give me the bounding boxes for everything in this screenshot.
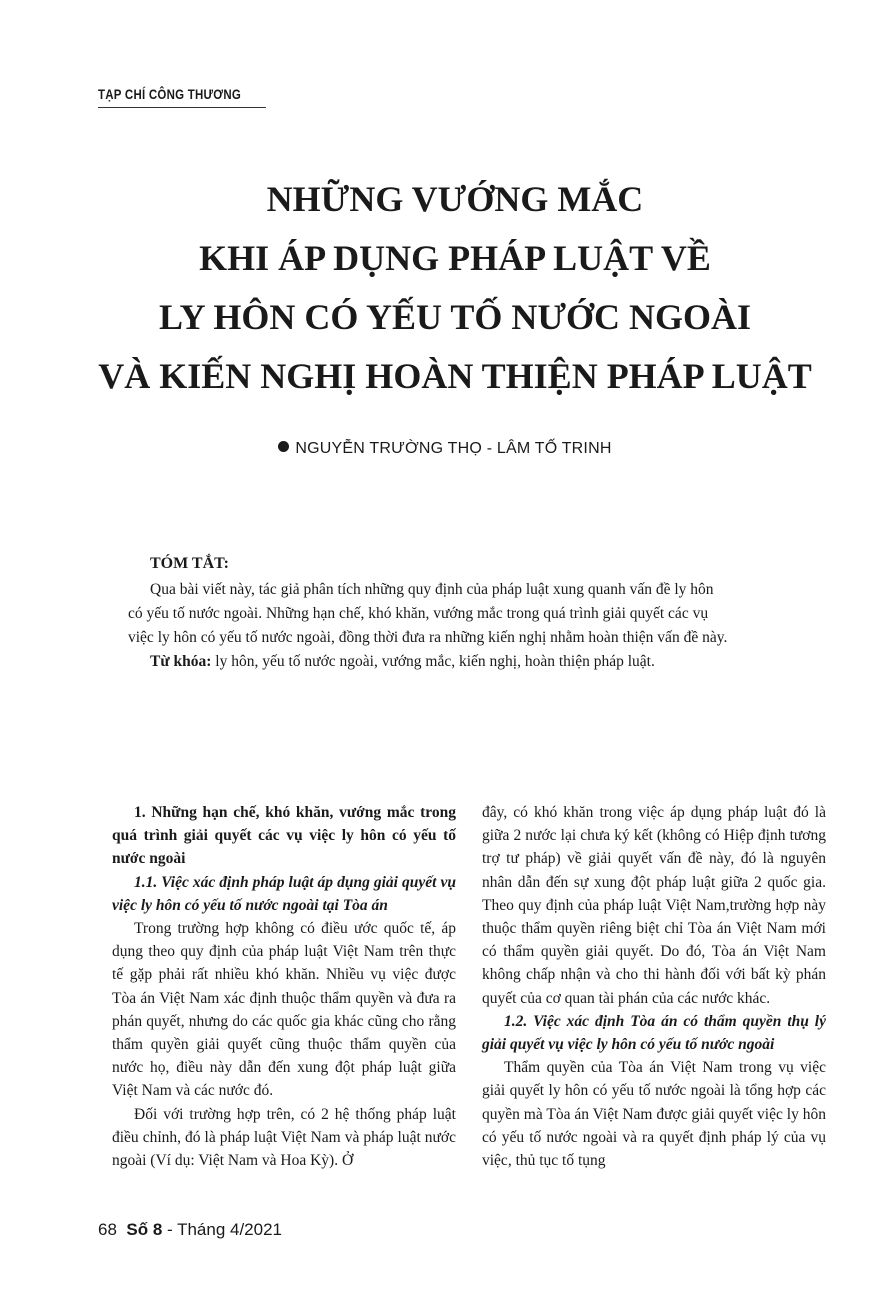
- paragraph: Thẩm quyền của Tòa án Việt Nam trong vụ việc giải quyết ly hôn có yếu tố nước ngoài là tổng hợp các quyền mà Tòa án Việt Nam được giải quyết việc ly hôn có yếu tố nước ngoài và ra quyết định pháp lý của vụ việc, thủ tục tố tụng: [482, 1059, 826, 1170]
- abstract-line: việc ly hôn có yếu tố nước ngoài, đồng thời đưa ra những kiến nghị nhằm hoàn thiện vấn đề này.: [128, 629, 728, 646]
- paragraph: Trong trường hợp không có điều ước quốc tế, áp dụng theo quy định của pháp luật Việt Nam trên thực tế gặp phải rất nhiều khó khăn. Nhiều vụ việc được Tòa án Việt Nam xác định thuộc thẩm quyền và đưa ra phán quyết, nhưng do các quốc gia khác cũng cho rằng thẩm quyền giải quyết cũng thuộc thẩm quyền của nước họ, điều này dẫn đến xung đột pháp luật giữa Việt Nam và các nước đó.: [112, 920, 456, 1100]
- title-line: VÀ KIẾN NGHỊ HOÀN THIỆN PHÁP LUẬT: [98, 356, 812, 396]
- paragraph: đây, có khó khăn trong việc áp dụng pháp luật đó là giữa 2 nước lại chưa ký kết (không có Hiệp định tương trợ tư pháp) về giải quyết vấn đề này, đó là nguyên nhân dẫn đến sự xung đột pháp luật giữa 2 quốc gia. Theo quy định của pháp luật Việt Nam,trường hợp này thuộc thẩm quyền riêng biệt chỉ Tòa án Việt Nam mới có thẩm quyền giải quyết. Do đó, Tòa án Việt Nam không chấp nhận và cho thi hành đối với bất kỳ phán quyết của cơ quan tài phán của các nước khác.: [482, 804, 826, 1007]
- abstract: [128, 552, 828, 674]
- issue-number: Số 8: [126, 1220, 163, 1239]
- section-heading: 1. Những hạn chế, khó khăn, vướng mắc trong quá trình giải quyết các vụ việc ly hôn có yếu tố nước ngoài: [112, 804, 456, 868]
- keywords: ly hôn, yếu tố nước ngoài, vướng mắc, kiến nghị, hoàn thiện pháp luật.: [211, 653, 655, 670]
- issue-date: - Tháng 4/2021: [162, 1220, 283, 1239]
- article-title: [60, 170, 850, 406]
- authors-line: [0, 440, 890, 458]
- title-line: NHỮNG VƯỚNG MẮC: [266, 179, 644, 219]
- abstract-line: Qua bài viết này, tác giả phân tích những quy định của pháp luật xung quanh vấn đề ly hôn: [150, 581, 714, 598]
- body-column-left: [112, 801, 456, 1172]
- body-column-right: [482, 801, 826, 1172]
- keywords-line: [128, 650, 828, 674]
- page-footer: [98, 1220, 282, 1240]
- abstract-line: có yếu tố nước ngoài. Những hạn chế, khó khăn, vướng mắc trong quá trình giải quyết các vụ: [128, 605, 709, 622]
- keywords-label: Từ khóa:: [150, 653, 212, 670]
- journal-rule: [98, 107, 266, 108]
- bullet-icon: [278, 441, 289, 452]
- abstract-heading: TÓM TẮT:: [150, 555, 229, 572]
- authors: NGUYỄN TRƯỜNG THỌ - LÂM TỐ TRINH: [295, 440, 612, 457]
- subsection-heading: 1.1. Việc xác định pháp luật áp dụng giải quyết vụ việc ly hôn có yếu tố nước ngoài tại Tòa án: [112, 873, 456, 914]
- journal-name: TẠP CHÍ CÔNG THƯƠNG: [98, 86, 242, 102]
- title-line: KHI ÁP DỤNG PHÁP LUẬT VỀ: [199, 238, 711, 278]
- page-number: 68: [98, 1220, 117, 1239]
- title-line: LY HÔN CÓ YẾU TỐ NƯỚC NGOÀI: [158, 297, 752, 337]
- subsection-heading: 1.2. Việc xác định Tòa án có thẩm quyền thụ lý giải quyết vụ việc ly hôn có yếu tố nước ngoài: [482, 1012, 826, 1054]
- paragraph: Đối với trường hợp trên, có 2 hệ thống pháp luật điều chỉnh, đó là pháp luật Việt Nam và pháp luật nước ngoài (Ví dụ: Việt Nam và Hoa Kỳ). Ở: [112, 1105, 456, 1170]
